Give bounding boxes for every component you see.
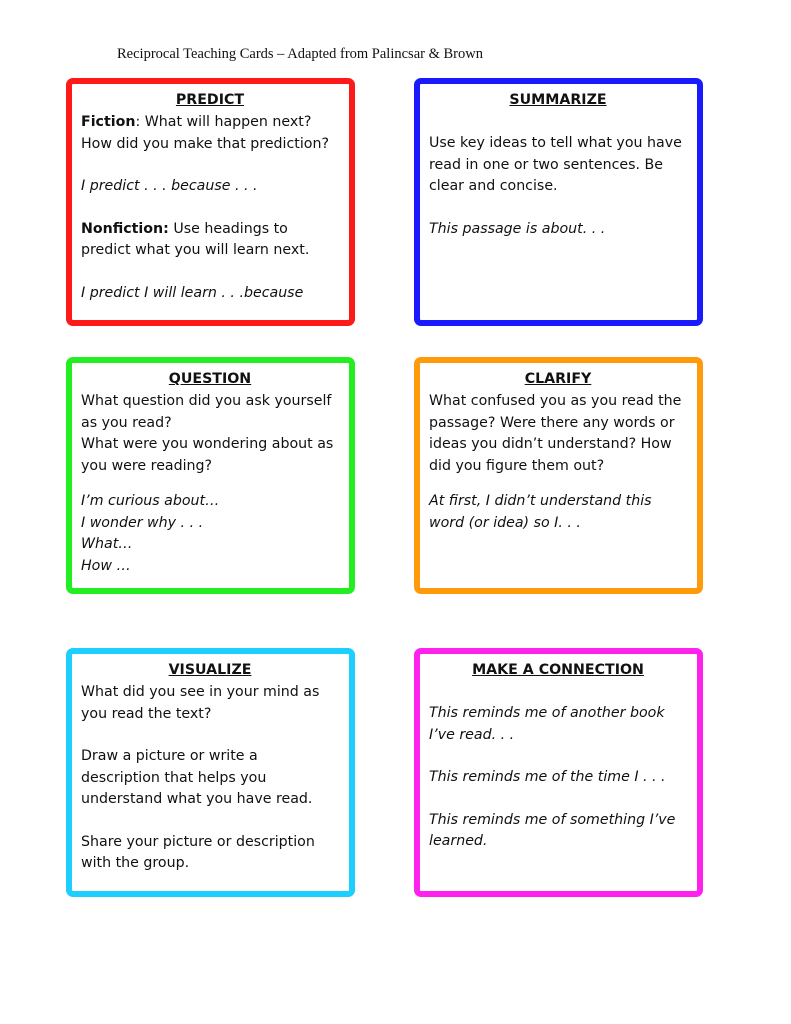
card-title: MAKE A CONNECTION — [472, 662, 644, 678]
card-title: SUMMARIZE — [509, 92, 607, 108]
card-title: CLARIFY — [524, 371, 592, 387]
card-text: What confused you as you read the passage? Were there any words or ideas you didn’t understand? How did you figure them out? — [429, 393, 682, 474]
card-prompt: I predict . . . because . . . — [81, 178, 258, 194]
fiction-label: Fiction — [81, 114, 136, 130]
card-text: Share your picture or description with the group. — [81, 833, 315, 871]
card-prompt: I’m curious about… — [81, 493, 220, 509]
card-text: What did you see in your mind as you read the text? — [81, 684, 320, 722]
card-title: PREDICT — [175, 92, 245, 108]
card-question — [66, 357, 355, 594]
card-visualize — [66, 648, 355, 897]
card-prompt: This reminds me of the time I . . . — [429, 769, 666, 785]
card-prompt: At first, I didn’t understand this word (or idea) so I. . . — [429, 493, 652, 531]
nonfiction-label: Nonfiction: — [81, 220, 169, 237]
card-text: Use key ideas to tell what you have read in one or two sentences. Be clear and concise. — [429, 135, 682, 194]
fiction-text: : What will happen next? How did you make that prediction? — [81, 114, 329, 152]
card-text — [81, 112, 339, 155]
card-summarize — [414, 78, 703, 326]
card-title: VISUALIZE — [168, 662, 252, 678]
card-prompt: I predict I will learn . . .because — [81, 284, 304, 301]
card-clarify — [414, 357, 703, 594]
card-prompt: How … — [81, 557, 131, 574]
document-title: Reciprocal Teaching Cards – Adapted from Palincsar & Brown — [117, 46, 483, 62]
card-prompt: This reminds me of something I’ve learned. — [429, 811, 676, 849]
card-title: QUESTION — [168, 371, 252, 387]
card-text: What question did you ask yourself as you read? — [81, 393, 332, 431]
nonfiction-text: Use headings to predict what you will learn next. — [81, 220, 310, 258]
card-prompt: This passage is about. . . — [429, 220, 606, 237]
card-prompt: This reminds me of another book I’ve read. . . — [429, 705, 665, 743]
card-predict — [66, 78, 355, 326]
card-prompt: I wonder why . . . — [81, 514, 204, 531]
card-text — [81, 219, 339, 262]
card-prompt: What… — [81, 536, 133, 552]
card-text: What were you wondering about as you were reading? — [81, 436, 334, 474]
card-make-a-connection — [414, 648, 703, 897]
card-text: Draw a picture or write a description that helps you understand what you have read. — [81, 748, 313, 807]
